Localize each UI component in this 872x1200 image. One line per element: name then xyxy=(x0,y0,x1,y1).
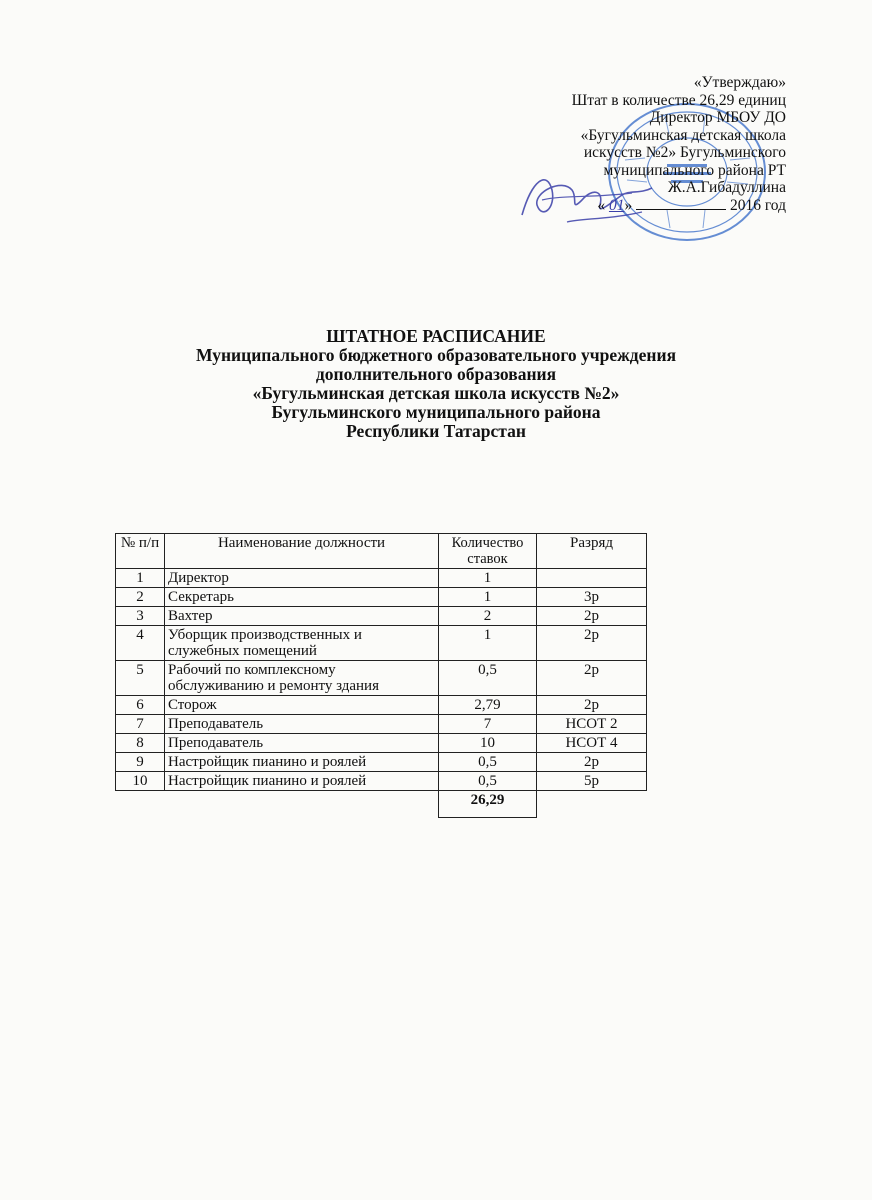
cell-name: Настройщик пианино и роялей xyxy=(165,753,439,772)
cell-num: 6 xyxy=(116,696,165,715)
cell-rank: 2р xyxy=(537,661,647,696)
table-row xyxy=(116,696,647,715)
cell-num: 7 xyxy=(116,715,165,734)
table-row xyxy=(116,734,647,753)
cell-qty: 10 xyxy=(439,734,537,753)
cell-qty: 0,5 xyxy=(439,772,537,791)
approval-block xyxy=(572,74,786,214)
cell-qty: 7 xyxy=(439,715,537,734)
cell-name: Директор xyxy=(165,569,439,588)
approval-line: муниципального района РТ xyxy=(603,161,786,179)
cell-num: 9 xyxy=(116,753,165,772)
cell-name: Настройщик пианино и роялей xyxy=(165,772,439,791)
cell-name: Преподаватель xyxy=(165,734,439,753)
title-line: «Бугульминская детская школа искусств №2» xyxy=(252,383,620,403)
cell-rank: 2р xyxy=(537,753,647,772)
total-row xyxy=(116,791,647,818)
cell-num: 3 xyxy=(116,607,165,626)
cell-rank: 2р xyxy=(537,696,647,715)
table-row xyxy=(116,772,647,791)
approval-line: Директор МБОУ ДО xyxy=(649,109,786,126)
approval-line: «Бугульминская детская школа xyxy=(580,126,786,144)
date-quote-open: « xyxy=(597,196,606,214)
table-header-row xyxy=(116,534,647,569)
approval-date-line xyxy=(572,197,786,215)
approval-line: Ж.А.Гибадуллина xyxy=(667,179,786,196)
title-heading: ШТАТНОЕ РАСПИСАНИЕ xyxy=(326,326,546,346)
cell-qty: 1 xyxy=(439,588,537,607)
cell-qty: 1 xyxy=(439,569,537,588)
cell-rank: НСОТ 2 xyxy=(537,715,647,734)
cell-num: 1 xyxy=(116,569,165,588)
cell-name: Рабочий по комплексному обслуживанию и ремонту здания xyxy=(165,661,439,696)
document-title xyxy=(0,327,872,441)
cell-name: Уборщик производственных и служебных помещений xyxy=(165,626,439,661)
date-month xyxy=(636,209,726,210)
cell-num: 10 xyxy=(116,772,165,791)
cell-qty: 2 xyxy=(439,607,537,626)
cell-name: Секретарь xyxy=(165,588,439,607)
table-row xyxy=(116,569,647,588)
title-line: Муниципального бюджетного образовательного учреждения xyxy=(195,345,677,365)
cell-qty: 2,79 xyxy=(439,696,537,715)
header-name: Наименование должности xyxy=(165,534,439,569)
date-quote-close: » xyxy=(624,196,633,214)
cell-name: Вахтер xyxy=(165,607,439,626)
cell-name: Сторож xyxy=(165,696,439,715)
table-row xyxy=(116,607,647,626)
cell-num: 5 xyxy=(116,661,165,696)
cell-rank: 2р xyxy=(537,607,647,626)
cell-name: Преподаватель xyxy=(165,715,439,734)
total-value: 26,29 xyxy=(439,791,537,818)
table-row xyxy=(116,661,647,696)
approval-line: Штат в количестве 26,29 единиц xyxy=(571,91,786,109)
cell-rank: 5р xyxy=(537,772,647,791)
cell-qty: 0,5 xyxy=(439,753,537,772)
table-row xyxy=(116,588,647,607)
cell-rank: 3р xyxy=(537,588,647,607)
table-row xyxy=(116,753,647,772)
cell-num: 4 xyxy=(116,626,165,661)
approval-line: «Утверждаю» xyxy=(693,74,786,91)
staff-table xyxy=(115,533,647,818)
cell-qty: 0,5 xyxy=(439,661,537,696)
title-line: дополнительного образования xyxy=(315,364,557,384)
header-qty: Количество ставок xyxy=(439,534,537,569)
cell-rank xyxy=(537,569,647,588)
title-line: Республики Татарстан xyxy=(346,421,526,441)
title-line: Бугульминского муниципального района xyxy=(271,402,601,422)
header-num: № п/п xyxy=(116,534,165,569)
approval-line: искусств №2» Бугульминского xyxy=(583,144,786,161)
cell-qty: 1 xyxy=(439,626,537,661)
table-row xyxy=(116,626,647,661)
cell-num: 2 xyxy=(116,588,165,607)
cell-rank: НСОТ 4 xyxy=(537,734,647,753)
cell-num: 8 xyxy=(116,734,165,753)
date-day: 01 xyxy=(608,196,625,214)
table-row xyxy=(116,715,647,734)
header-rank: Разряд xyxy=(537,534,647,569)
date-year: 2016 год xyxy=(729,196,786,214)
cell-rank: 2р xyxy=(537,626,647,661)
